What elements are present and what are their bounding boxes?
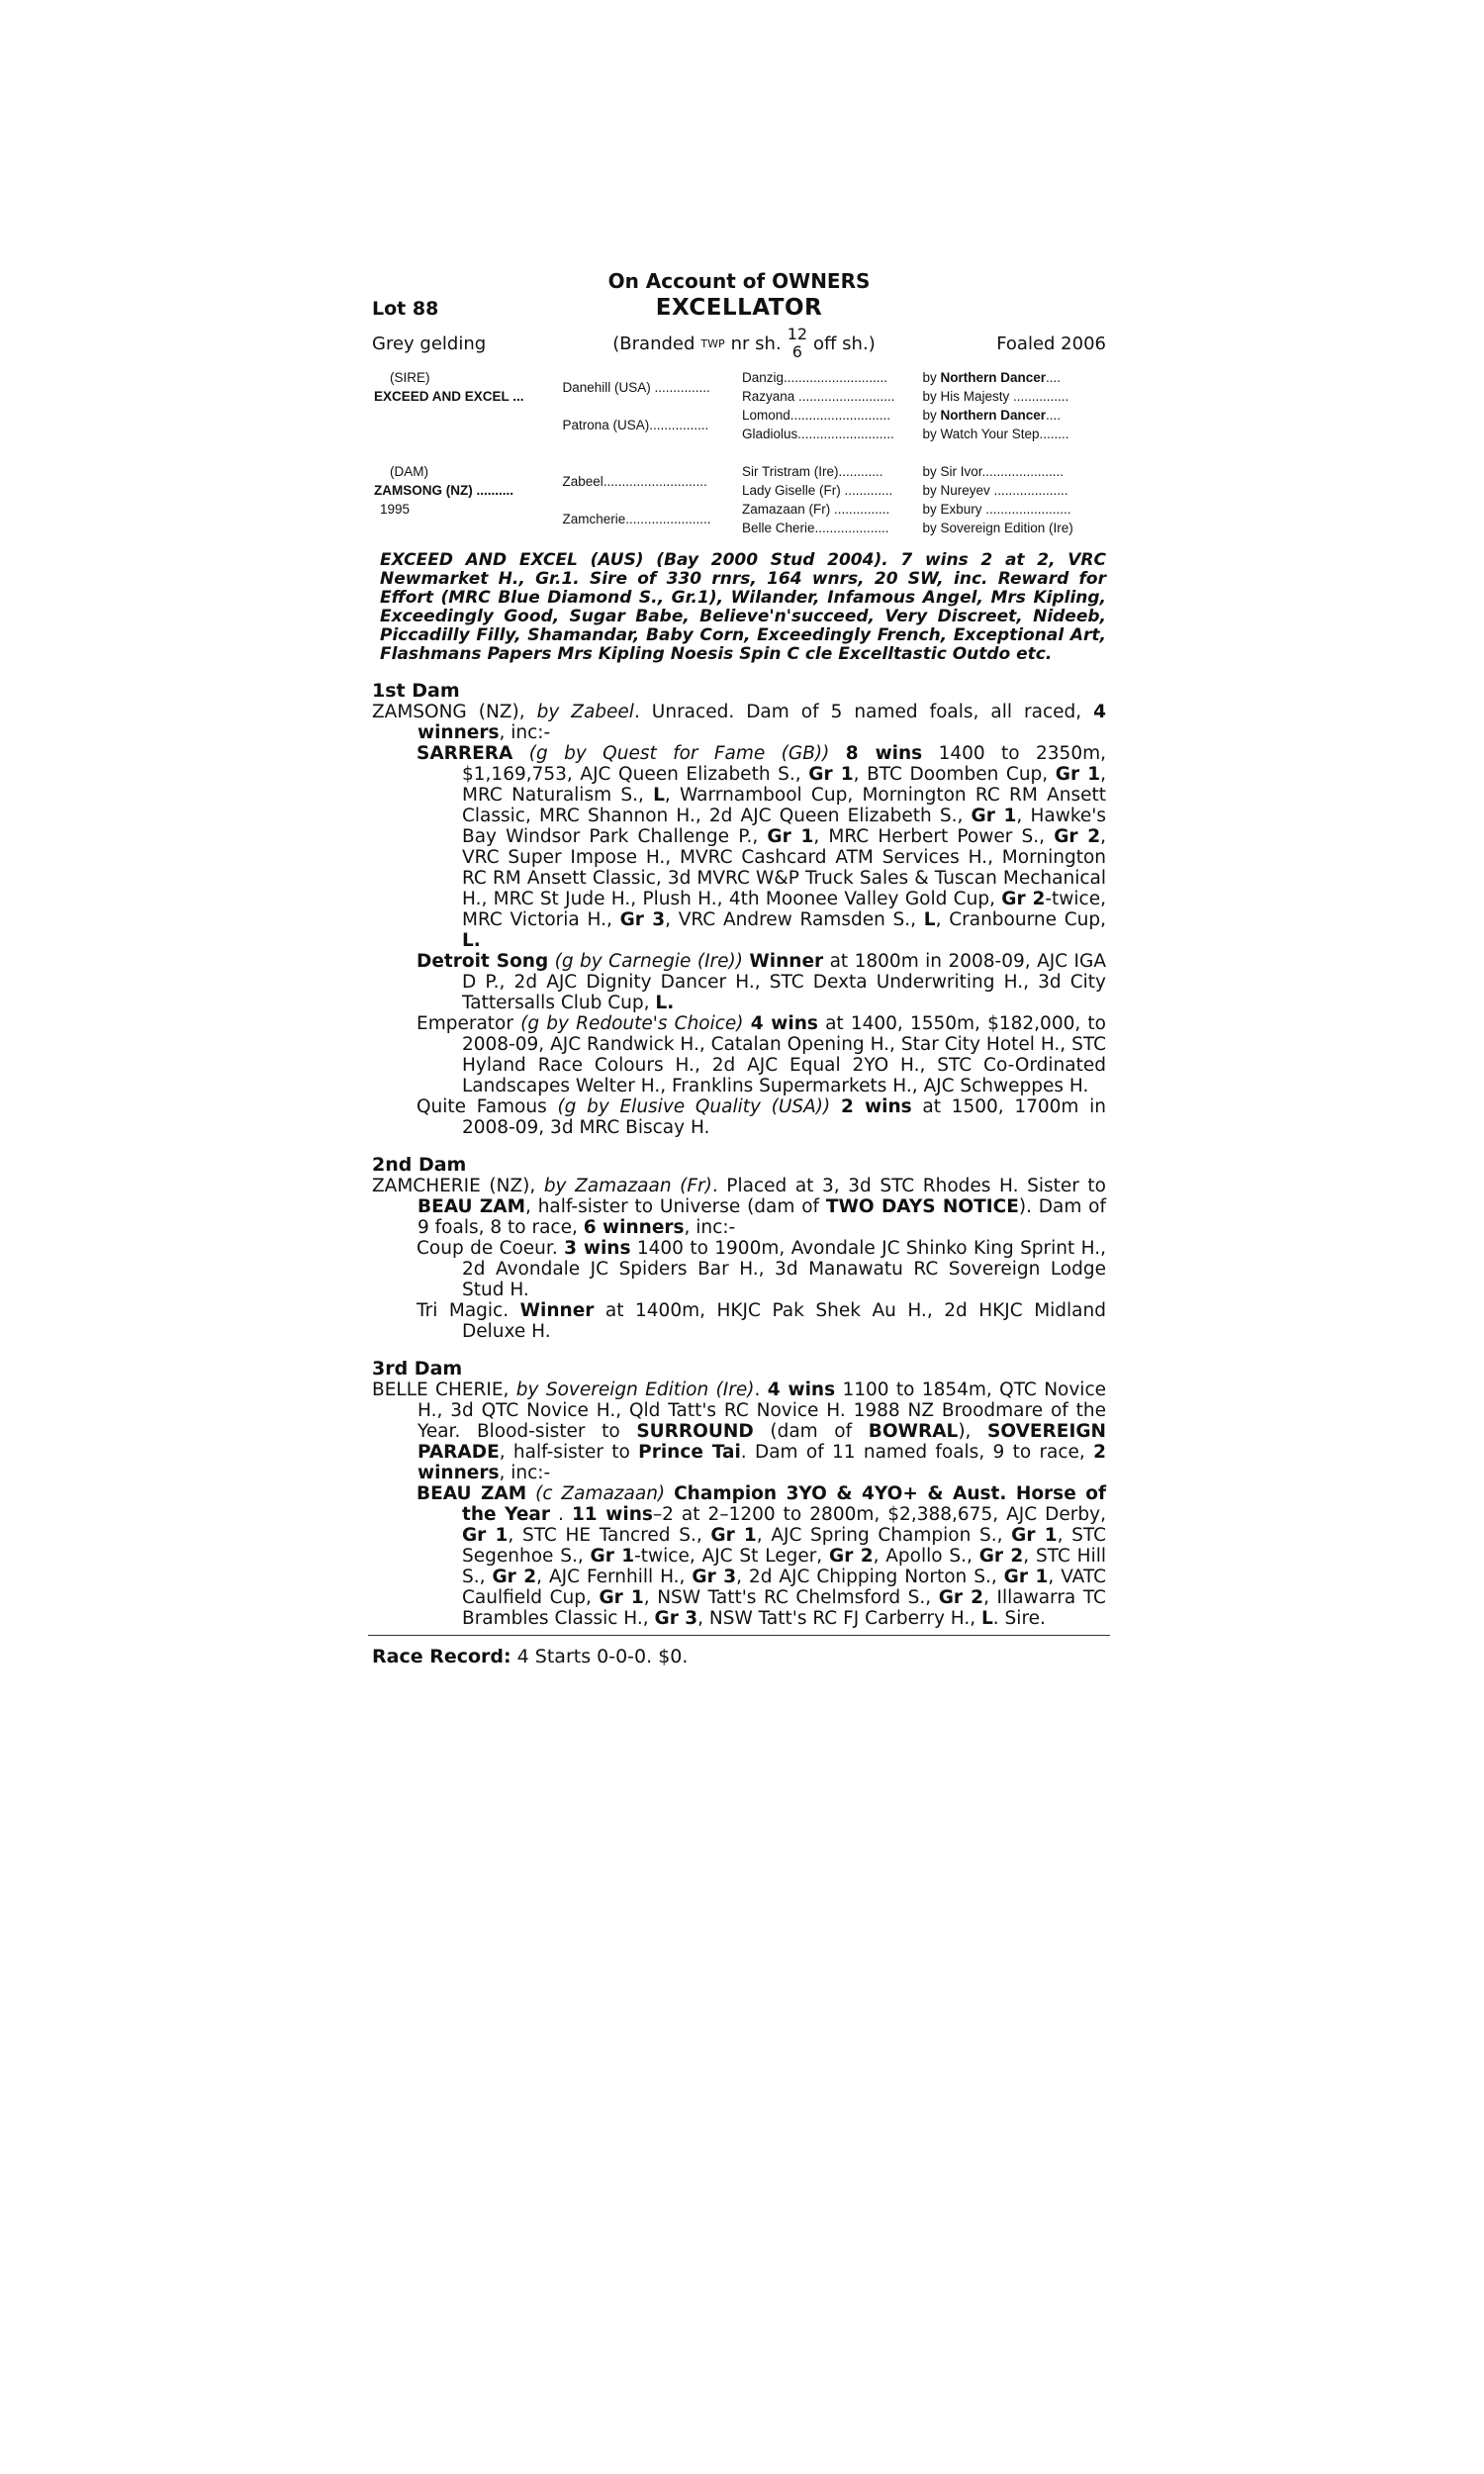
second-dam-heading: 2nd Dam [372, 1154, 467, 1176]
dd-sire: Zamazaan (Fr) ............... [742, 502, 890, 517]
dam-year: 1995 [380, 502, 411, 517]
sire-dam: Patrona (USA)................ [562, 417, 709, 432]
pedigree-table [372, 368, 1106, 537]
vendor-heading: On Account of OWNERS [607, 269, 871, 293]
dd-sire-by: by Exbury ....................... [922, 502, 1071, 517]
dam-name: ZAMSONG (NZ) .......... [374, 483, 513, 498]
first-dam-heading: 1st Dam [372, 680, 460, 702]
sire-biography: EXCEED AND EXCEL (AUS) (Bay 2000 Stud 2004). 7 wins 2 at 2, VRC Newmarket H., Gr.1. Sire of 330 rnrs, 164 wnrs, 20 SW, inc. Reward for Effort (MRC Blue Diamond S., Gr.1), Wilander, Infamous Angel, Mrs Kipling, Exceedingly Good, Sugar Babe, Believe'n'succeed, Very Discreet, Nideeb, Piccadilly Filly, Shamandar, Baby Corn, Exceedingly French, Exceptional Art, Flashmans Papers Mrs Kipling Noesis Spin C cle Excelltastic Outdo etc. [380, 550, 1106, 664]
first-dam-intro: ZAMSONG (NZ), by Zabeel. Unraced. Dam of 5 named foals, all raced, 4 winners, inc:- [372, 702, 1106, 743]
third-dam-heading: 3rd Dam [372, 1358, 463, 1380]
foaled-year: Foaled 2006 [996, 333, 1106, 354]
frac-top: 12 [787, 325, 808, 343]
progeny-emperator: Emperator (g by Redoute's Choice) 4 wins at 1400, 1550m, $182,000, to 2008-09, AJC Randwick H., Catalan Opening H., Star City Hotel H., STC Hyland Race Colours H., 2d AJC Equal 2YO H., STC Co-Ordinated Landscapes Welter H., Franklins Supermarkets H., AJC Schweppes H. [417, 1013, 1106, 1096]
dam-label: (DAM) [390, 464, 428, 479]
section-divider [368, 1635, 1110, 1636]
progeny-quite-famous: Quite Famous (g by Elusive Quality (USA)) 2 wins at 1500, 1700m in 2008-09, 3d MRC Biscay H. [417, 1096, 1106, 1138]
progeny-detroit-song: Detroit Song (g by Carnegie (Ire)) Winner at 1800m in 2008-09, AJC IGA D P., 2d AJC Dignity Dancer H., STC Dexta Underwriting H., 3d City Tattersalls Club Cup, L. [417, 951, 1106, 1013]
sire-sire: Danehill (USA) ............... [562, 379, 710, 395]
progeny-tri-magic: Tri Magic. Winner at 1400m, HKJC Pak Shek Au H., 2d HKJC Midland Deluxe H. [417, 1300, 1106, 1342]
brand-mark: TWP [700, 336, 725, 350]
catalogue-page [372, 269, 1106, 1667]
sire-name: EXCEED AND EXCEL ... [374, 389, 524, 404]
description-row [372, 325, 1106, 362]
ss-sire-by: by Northern Dancer.... [922, 370, 1062, 385]
sd-sire: Lomond........................... [742, 408, 891, 423]
branded-mid: nr sh. [730, 333, 782, 354]
horse-name: EXCELLATOR [655, 295, 823, 321]
dam-sire: Zabeel............................ [562, 473, 707, 489]
ss-dam-by: by His Majesty ............... [922, 389, 1069, 404]
dd-dam: Belle Cherie.................... [742, 521, 889, 535]
sire-label: (SIRE) [390, 370, 430, 385]
ss-dam: Razyana .......................... [742, 389, 895, 404]
ds-sire: Sir Tristram (Ire)............ [742, 464, 883, 479]
progeny-coup-de-coeur: Coup de Coeur. 3 wins 1400 to 1900m, Avondale JC Shinko King Sprint H., 2d Avondale JC Spiders Bar H., 3d Manawatu RC Sovereign Lodge Stud H. [417, 1238, 1106, 1300]
ds-dam: Lady Giselle (Fr) ............. [742, 483, 893, 498]
brand-fraction [788, 326, 807, 361]
second-dam-intro: ZAMCHERIE (NZ), by Zamazaan (Fr). Placed at 3, 3d STC Rhodes H. Sister to BEAU ZAM, half-sister to Universe (dam of TWO DAYS NOTICE). Dam of 9 foals, 8 to race, 6 winners, inc:- [372, 1176, 1106, 1238]
lot-number: Lot 88 [372, 298, 439, 320]
sd-dam: Gladiolus.......................... [742, 427, 894, 441]
race-record: Race Record: 4 Starts 0-0-0. $0. [372, 1646, 689, 1667]
dam-dam: Zamcherie....................... [562, 511, 711, 526]
ds-sire-by: by Sir Ivor...................... [922, 464, 1065, 479]
ss-sire: Danzig............................ [742, 370, 888, 385]
brand-info [560, 326, 928, 361]
lot-row [372, 295, 1106, 321]
branded-suffix: off sh.) [813, 333, 876, 354]
branded-prefix: (Branded [612, 333, 696, 354]
sd-dam-by: by Watch Your Step........ [922, 427, 1069, 441]
sd-sire-by: by Northern Dancer.... [922, 408, 1062, 423]
sex-colour: Grey gelding [372, 333, 487, 354]
progeny-sarrera: SARRERA (g by Quest for Fame (GB)) 8 wins 1400 to 2350m, $1,169,753, AJC Queen Elizabeth S., Gr 1, BTC Doomben Cup, Gr 1, MRC Naturalism S., L, Warrnambool Cup, Mornington RC RM Ansett Classic, MRC Shannon H., 2d AJC Queen Elizabeth S., Gr 1, Hawke's Bay Windsor Park Challenge P., Gr 1, MRC Herbert Power S., Gr 2, VRC Super Impose H., MVRC Cashcard ATM Services H., Mornington RC RM Ansett Classic, 3d MVRC W&P Truck Sales & Tuscan Mechanical H., MRC St Jude H., Plush H., 4th Moonee Valley Gold Cup, Gr 2-twice, MRC Victoria H., Gr 3, VRC Andrew Ramsden S., L, Cranbourne Cup, L. [417, 743, 1107, 951]
progeny-beau-zam: BEAU ZAM (c Zamazaan) Champion 3YO & 4YO+ & Aust. Horse of the Year . 11 wins–2 at 2–1200 to 2800m, $2,388,675, AJC Derby, Gr 1, STC HE Tancred S., Gr 1, AJC Spring Champion S., Gr 1, STC Segenhoe S., Gr 1-twice, AJC St Leger, Gr 2, Apollo S., Gr 2, STC Hill S., Gr 2, AJC Fernhill H., Gr 3, 2d AJC Chipping Norton S., Gr 1, VATC Caulfield Cup, Gr 1, NSW Tatt's RC Chelmsford S., Gr 2, Illawarra TC Brambles Classic H., Gr 3, NSW Tatt's RC FJ Carberry H., L. Sire. [417, 1483, 1107, 1629]
ds-dam-by: by Nureyev .................... [922, 483, 1068, 498]
dd-dam-by: by Sovereign Edition (Ire) [922, 521, 1073, 535]
third-dam-intro: BELLE CHERIE, by Sovereign Edition (Ire). 4 wins 1100 to 1854m, QTC Novice H., 3d QTC Novice H., Qld Tatt's RC Novice H. 1988 NZ Broodmare of the Year. Blood-sister to SURROUND (dam of BOWRAL), SOVEREIGN PARADE, half-sister to Prince Tai. Dam of 11 named foals, 9 to race, 2 winners, inc:- [372, 1380, 1106, 1483]
frac-bottom: 6 [791, 342, 802, 361]
